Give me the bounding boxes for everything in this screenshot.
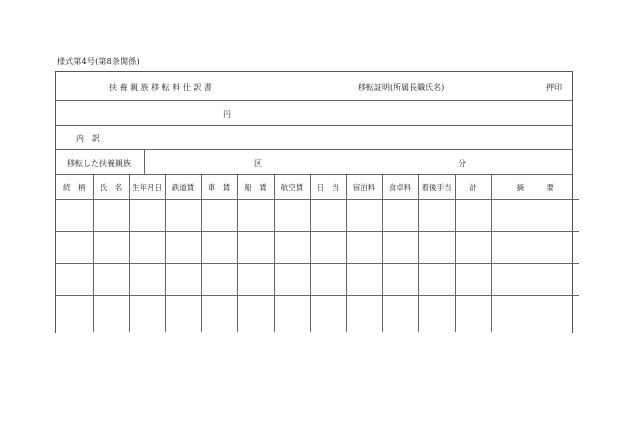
header-cell: 日 当 [310, 175, 346, 200]
relocation-form [55, 71, 573, 333]
breakdown-label: 内 訳 [76, 134, 100, 143]
family-label: 移転した扶養親族 [67, 159, 131, 168]
table-row [56, 264, 579, 296]
form-caption: 様式第4号(第8条関係) [57, 57, 140, 66]
ku-label: 区 [254, 159, 262, 168]
header-cell: 宿泊料 [346, 175, 382, 200]
header-cell: 車 賃 [201, 175, 237, 200]
family-divider [144, 150, 145, 174]
seal-label: 押印 [546, 83, 562, 92]
title-row [56, 72, 572, 101]
bun-label: 分 [458, 159, 466, 168]
yen-label: 円 [223, 110, 231, 119]
header-cell: 船 賃 [237, 175, 274, 200]
header-cell: 計 [455, 175, 491, 200]
form-title: 扶 養 親 族 移 転 料 仕 訳 書 [109, 83, 212, 92]
header-cell: 食卓料 [382, 175, 418, 200]
header-cell: 鉄道賃 [165, 175, 201, 200]
expense-table [56, 175, 579, 332]
header-cell: 着後手当 [418, 175, 455, 200]
header-cell: 生年月日 [129, 175, 165, 200]
table-row [56, 296, 579, 333]
table-row [56, 232, 579, 264]
breakdown-row [56, 126, 572, 150]
table-row [56, 200, 579, 232]
header-cell: 氏 名 [93, 175, 129, 200]
header-cell: 続 柄 [56, 175, 93, 200]
certification-label: 移転証明(所属長職氏名) [358, 83, 445, 92]
header-cell: 摘 要 [491, 175, 579, 200]
amount-row [56, 101, 572, 126]
table-header-row [56, 175, 579, 200]
header-cell: 航空賃 [274, 175, 310, 200]
family-row [56, 150, 572, 175]
